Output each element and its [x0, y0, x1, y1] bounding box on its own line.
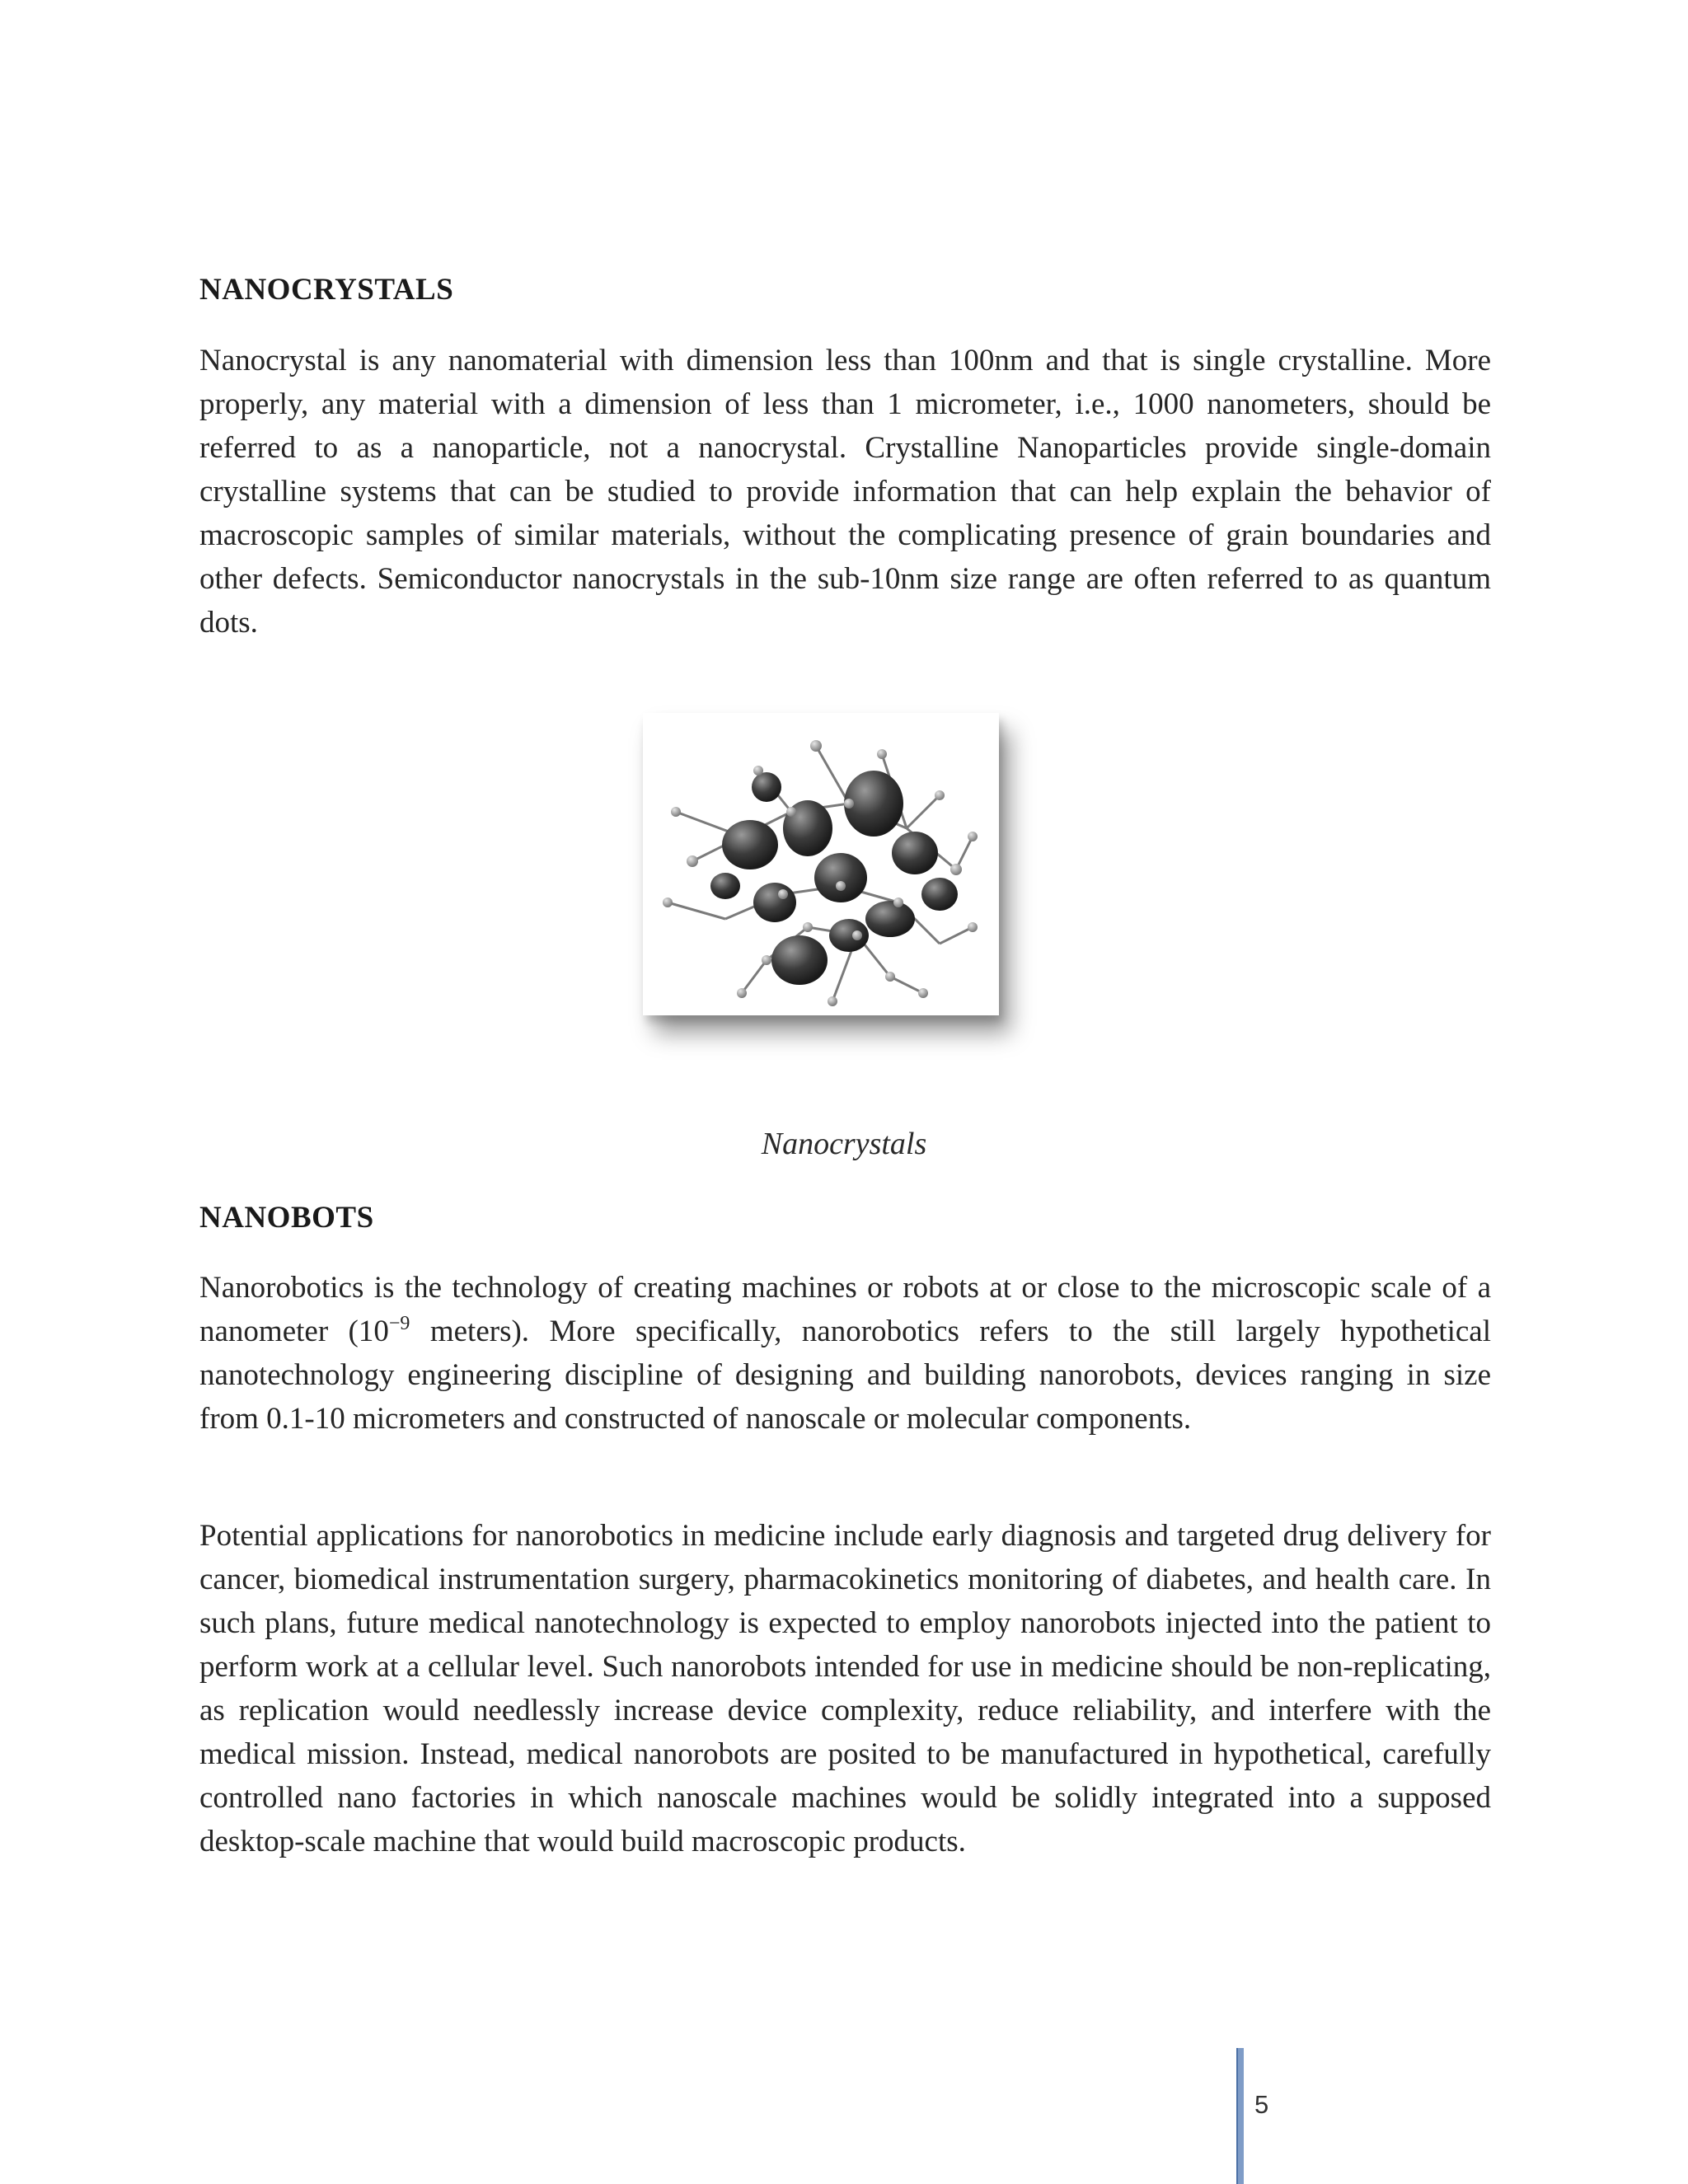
paragraph-nanocrystals: Nanocrystal is any nanomaterial with dimension less than 100nm and that is single crystalline. More properly, any material with a dimension of less than 1 micrometer, i.e., 1000 nanometers, should be referred to as a nanoparticle, not a nanocrystal. Crystalline Nanoparticles provide single-domain crystalline systems that can be studied to provide information that can help explain the behavior of macroscopic samples of similar materials, without the complicating presence of grain boundaries and other defects. Semiconductor nanocrystals in the sub-10nm size range are often referred to as quantum dots. [199, 344, 1491, 640]
exponent-superscript: −9 [388, 1313, 410, 1334]
paragraph-text-before: Nanorobotics is the technology of creating machines or robots at or close to the microscopic scale of a nanometer (10 [199, 1271, 1491, 1348]
page-number: 5 [1254, 2090, 1269, 2119]
nanocrystal-figure [643, 713, 999, 1015]
section-heading-nanobots: NANOBOTS [199, 1201, 374, 1235]
page-number-bar [1236, 2048, 1244, 2184]
nanocrystal-molecule-image [643, 713, 999, 1015]
section-heading-nanocrystals: NANOCRYSTALS [199, 273, 454, 307]
paragraph-nanobots-applications: Potential applications for nanorobotics in medicine include early diagnosis and targeted drug delivery for cancer, biomedical instrumentation surgery, pharmacokinetics monitoring of diabetes, and health care. In such plans, future medical nanotechnology is expected to employ nanorobots injected into the patient to perform work at a cellular level. Such nanorobots intended for use in medicine should be non-replicating, as replication would needlessly increase device complexity, reduce reliability, and interfere with the medical mission. Instead, medical nanorobots are posited to be manufactured in hypothetical, carefully controlled nano factories in which nanoscale machines would be solidly integrated into a supposed desktop-scale machine that would build macroscopic products. [199, 1519, 1491, 1858]
paragraph-text-after: meters). More specifically, nanorobotics refers to the still largely hypothetical nanotechnology engineering discipline of designing and building nanorobots, devices ranging in size from 0.1-10 micrometers and constructed of nanoscale or molecular components. [199, 1315, 1491, 1436]
figure-caption: Nanocrystals [761, 1127, 927, 1161]
paragraph-nanobots-definition [199, 1266, 1491, 1441]
